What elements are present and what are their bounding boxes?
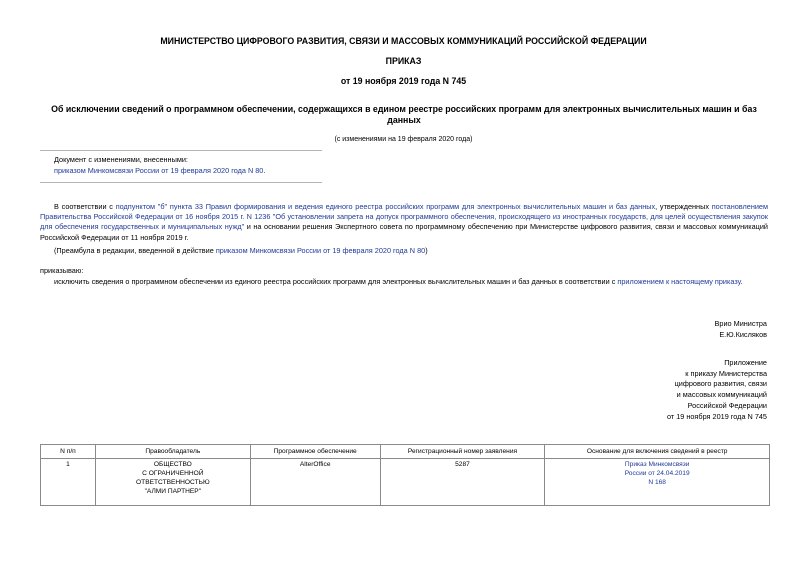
appendix-link[interactable]: приложением к настоящему приказу bbox=[617, 277, 741, 286]
header-software: Программное обеспечение bbox=[250, 445, 380, 459]
preamble-note bbox=[54, 246, 428, 256]
changes-label: Документ с изменениями, внесенными: bbox=[54, 155, 188, 164]
appendix-line: от 19 ноября 2019 года N 745 bbox=[666, 411, 767, 421]
basis-link[interactable]: N 168 bbox=[648, 479, 666, 486]
appendix-line: Приложение bbox=[724, 358, 767, 367]
changes-top-rule bbox=[40, 150, 322, 151]
preamble-note-link[interactable]: приказом Минкомсвязи России от 19 февраля 2020 года N 80 bbox=[215, 246, 426, 255]
owner-line: ОБЩЕСТВО bbox=[153, 461, 192, 468]
owner-line: С ОГРАНИЧЕННОЙ bbox=[142, 470, 204, 477]
doc-title: Об исключении сведений о программном обеспечении, содержащихся в едином реестре российских программ для электронных вычислительных машин и баз данных bbox=[51, 104, 757, 125]
changes-line bbox=[54, 166, 265, 176]
changes-bottom-rule bbox=[40, 182, 322, 183]
revision-note: (с изменениями на 19 февраля 2020 года) bbox=[334, 136, 473, 143]
ministry-heading: МИНИСТЕРСТВО ЦИФРОВОГО РАЗВИТИЯ, СВЯЗИ И МАССОВЫХ КОММУНИКАЦИЙ РОССИЙСКОЙ ФЕДЕРАЦИИ bbox=[160, 36, 647, 46]
owner-line: "АЛМИ ПАРТНЕР" bbox=[144, 488, 202, 495]
rules-link[interactable]: подпунктом "б" пункта 33 Правил формирования и ведения единого реестра российских программ для электронных вычислительных машин и баз данных bbox=[115, 202, 656, 211]
preamble-note-end: ) bbox=[425, 246, 428, 255]
cell-reg-number: 5287 bbox=[380, 459, 545, 506]
order-end: . bbox=[740, 277, 743, 286]
cell-basis bbox=[545, 459, 770, 506]
doc-date-number: от 19 ноября 2019 года N 745 bbox=[340, 76, 467, 86]
order-body: исключить сведения о программном обеспечении из единого реестра российских программ для электронных вычислительных машин и баз данных в соответствии с bbox=[54, 277, 618, 286]
signer-position: Врио Министра bbox=[714, 319, 767, 328]
table-header-row bbox=[41, 445, 770, 459]
preamble-text-2: , утвержденных bbox=[655, 202, 712, 211]
basis-link[interactable]: России от 24.04.2019 bbox=[624, 470, 690, 477]
cell-num: 1 bbox=[41, 459, 96, 506]
order-text bbox=[54, 277, 743, 287]
doc-type: ПРИКАЗ bbox=[385, 56, 422, 66]
cell-software: AlterOffice bbox=[250, 459, 380, 506]
order-lead: приказываю: bbox=[40, 266, 84, 275]
basis-link[interactable]: Приказ Минкомсвязи bbox=[624, 461, 690, 468]
signature-block bbox=[715, 318, 767, 340]
preamble-paragraph bbox=[40, 202, 768, 243]
appendix-line: Российской Федерации bbox=[687, 400, 767, 410]
header-reg-number: Регистрационный номер заявления bbox=[380, 445, 545, 459]
changes-suffix: . bbox=[263, 166, 266, 175]
appendix-line: цифрового развития, связи bbox=[674, 379, 767, 389]
header-owner: Правообладатель bbox=[95, 445, 250, 459]
preamble-text-1: В соответствии с bbox=[54, 202, 116, 211]
header-num: N п/п bbox=[41, 445, 96, 459]
government-decree-link[interactable]: постановлением Правительства Российской Федерации от 16 ноября 2015 г. N 1236 "Об установлении запрета на допуск программного обеспечения, происходящего из иностранных государств, для целей осуществления закупок для обеспечения государственных и муниципальных нужд" bbox=[40, 202, 769, 232]
table-row bbox=[41, 459, 770, 506]
owner-line: ОТВЕТСТВЕННОСТЬЮ bbox=[136, 479, 210, 486]
registry-table bbox=[40, 444, 770, 506]
changes-link[interactable]: приказом Минкомсвязи России от 19 февраля 2020 года N 80 bbox=[54, 166, 264, 175]
header-basis: Основание для включения сведений в реестр bbox=[545, 445, 770, 459]
preamble-text-3: и на основании решения Экспертного совета по программному обеспечению при Министерстве цифрового развития, связи и массовых коммуникаций Российской Федерации от 11 ноября 2019 г. bbox=[40, 222, 768, 242]
appendix-line: и массовых коммуникаций bbox=[676, 390, 767, 400]
signer-name: Е.Ю.Кисляков bbox=[719, 330, 767, 339]
appendix-line: к приказу Министерства bbox=[685, 368, 767, 378]
cell-owner bbox=[95, 459, 250, 506]
appendix-block bbox=[667, 358, 767, 422]
preamble-note-text: (Преамбула в редакции, введенной в действие bbox=[54, 246, 216, 255]
